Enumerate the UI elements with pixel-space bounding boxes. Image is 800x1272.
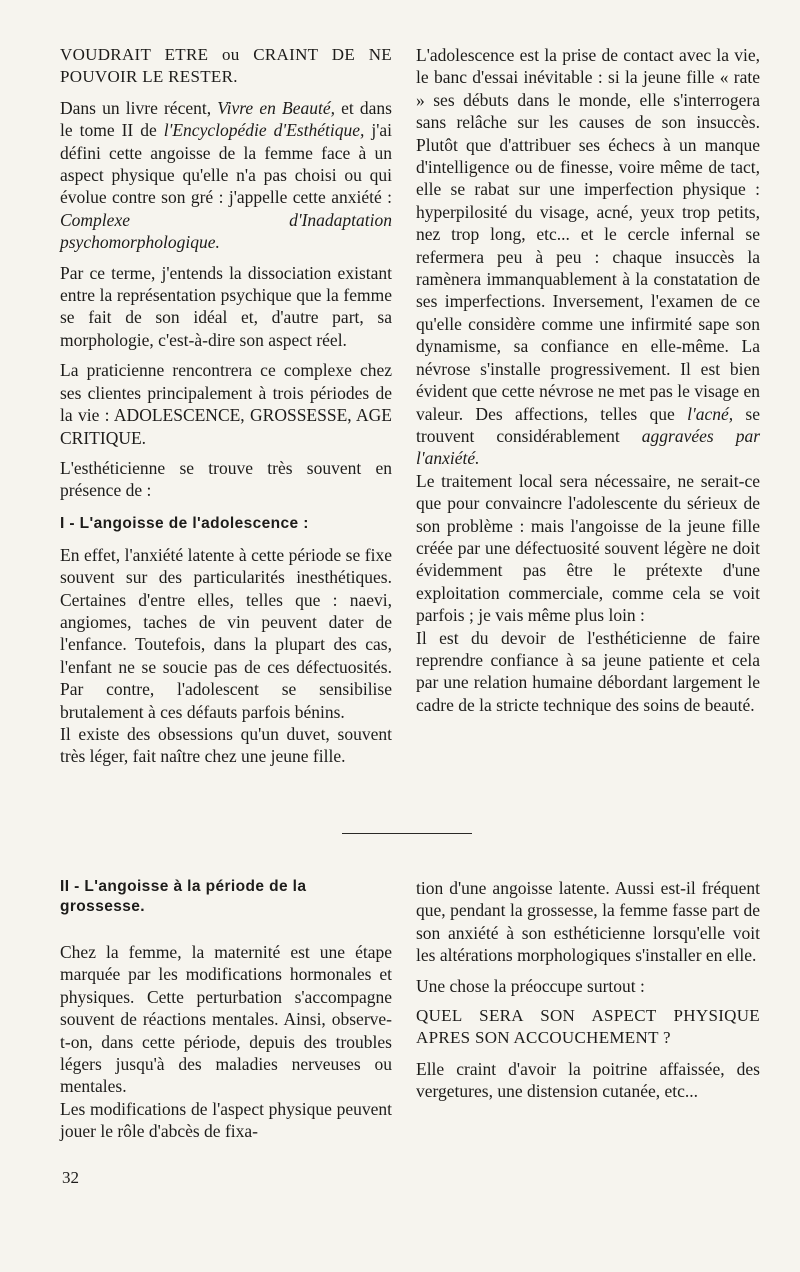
paragraph: Le traitement local sera nécessaire, ne serait-ce que pour convaincre l'adolescente du sérieux de son problème : mais l'angoisse de la jeune fille créée par une défectuosité souvent légère ne doit évidemment pas être le prétexte d'une exploitation commerciale, comme cela se voit parfois ; je vais même plus loin : — [416, 470, 760, 626]
paragraph: Une chose la préoccupe surtout : — [416, 975, 645, 996]
column-left-bottom — [60, 877, 392, 1151]
paragraph: L'esthéticienne se trouve très souvent en présence de : — [60, 457, 392, 501]
column-right-top — [416, 44, 760, 724]
section-heading-adolescence: I - L'angoisse de l'adolescence : — [60, 514, 309, 532]
paragraph: Par ce terme, j'entends la dissociation existant entre la représentation psychique que la femme se fait de son idéal et, d'autre part, sa morphologie, c'est-à-dire son aspect réel. — [60, 262, 392, 350]
text-run: L'adolescence est la prise de contact avec la vie, le banc d'essai inévitable : si la jeune fille « rate » ses débuts dans le monde, elle s'interrogera sans relâche sur les causes de son insuccès. Plutôt que d'attribuer ses échecs à un manque d'intelligence ou de finesse, voire même de tact, elle se rabat sur une imperfection physique : hyperpilosité du visage, acné, yeux trop petits, nez trop long, etc... et le cercle infernal se refermera peu à peu : chaque insuccès la ramènera immanquablement à la constatation de ses imperfections. Inversement, l'examen de ce qu'elle considère comme une infirmité sape son dynamisme, sa confiance en elle-même. La névrose s'installe progressivement. Il est bien évident que cette névrose ne met pas le visage en valeur. Des affections, telles que — [416, 45, 760, 424]
page-number: 32 — [62, 1168, 79, 1187]
paragraph: Il est du devoir de l'esthéticienne de faire reprendre confiance à sa jeune patiente et cela par une relation humaine débordant largement le cadre de la stricte technique des soins de beauté. — [416, 627, 760, 715]
text-run: se trouvent considérablement — [416, 403, 761, 446]
paragraph: En effet, l'anxiété latente à cette période se fixe souvent sur des particularités inesthétiques. Certaines d'entre elles, telles que : naevi, angiomes, taches de vin peuvent dater de l'enfance. Toutefois, dans la plupart des cas, l'enfant ne se soucie pas de ces défectuosités. Par contre, l'adolescent se sensibilise brutalement à ces défauts parfois bénins. — [60, 544, 392, 722]
paragraph: VOUDRAIT ETRE ou CRAINT DE NE POUVOIR LE RESTER. — [60, 45, 392, 87]
paragraph: tion d'une angoisse latente. Aussi est-il fréquent que, pendant la grossesse, la femme fasse part de son anxiété à son esthéticienne lorsqu'elle voit les altérations morphologiques s'installer en elle. — [416, 878, 760, 966]
complex-name: Complexe d'Inadaptation psychomorphologique. — [60, 209, 392, 253]
paragraph: La praticienne rencontrera ce complexe chez ses clientes principalement à trois périodes de la vie : ADOLESCENCE, GROSSESSE, AGE CRITIQUE. — [60, 360, 392, 448]
aggravated-phrase: aggravées par l'anxiété. — [416, 425, 761, 469]
section-heading-pregnancy: II - L'angoisse à la période de la grossesse. — [60, 878, 307, 915]
text-run: et dans le tome II de — [60, 97, 392, 141]
section-divider — [342, 833, 472, 834]
paragraph — [60, 97, 392, 254]
acne-term: l'acné, — [687, 403, 734, 424]
paragraph: Chez la femme, la maternité est une étape marquée par les modifications hormonales et physiques. Cette perturbation s'accompagne souvent de réactions mentales. Ainsi, observe-t-on, dans cette période, depuis des troubles légers jusqu'à des maladies nerveuses ou mentales. — [60, 942, 392, 1097]
paragraph: QUEL SERA SON ASPECT PHYSIQUE APRES SON ACCOUCHEMENT ? — [416, 1006, 760, 1048]
encyclopedia-title: l'Encyclopédie d'Esthétique, — [163, 120, 365, 141]
paragraph: Elle craint d'avoir la poitrine affaissée, des vergetures, une distension cutanée, etc... — [416, 1058, 760, 1102]
paragraph: Les modifications de l'aspect physique peuvent jouer le rôle d'abcès de fixa- — [60, 1098, 392, 1142]
column-right-bottom — [416, 877, 760, 1111]
text-run: Dans un livre récent, — [60, 97, 218, 118]
column-left-top — [60, 44, 392, 776]
book-title: Vivre en Beauté, — [217, 97, 335, 118]
text-run: j'ai défini cette angoisse de la femme face à un aspect physique qu'elle n'a pas choisi ou qui évolue contre son gré : j'appelle cette anxiété : — [60, 120, 392, 208]
paragraph: Il existe des obsessions qu'un duvet, souvent très léger, fait naître chez une jeune fille. — [60, 723, 392, 767]
paragraph — [416, 44, 760, 470]
